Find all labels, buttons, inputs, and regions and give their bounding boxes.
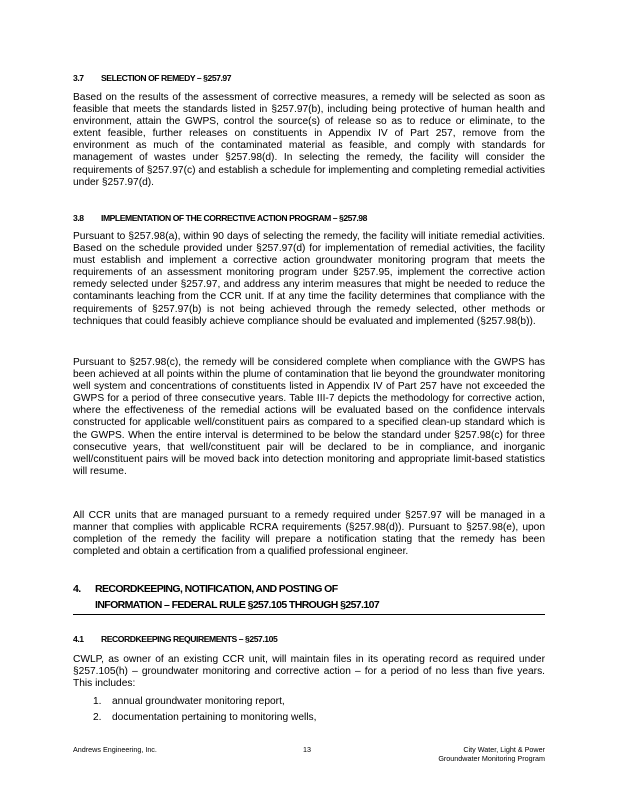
records-list — [93, 694, 533, 726]
section-number: 4. — [73, 583, 81, 595]
footer-page-number: 13 — [303, 745, 311, 754]
section-title-line-2: INFORMATION – FEDERAL RULE §257.105 THROUGH §257.107 — [95, 599, 380, 611]
footer-company: Andrews Engineering, Inc. — [73, 745, 157, 754]
footer-program: Groundwater Monitoring Program — [438, 754, 545, 763]
section-3-8-paragraph-2: Pursuant to §257.98(c), the remedy will be considered complete when compliance with the GWPS has been achieved at all points within the plume of contamination that lie beyond the groundwater monitoring well system and concentrations of constituents listed in Appendix IV of Part 257 have not exceeded the GWPS for a period of three consecutive years. Table III-7 depicts the methodology for corrective action, where the effectiveness of the remedial actions will be evaluated based on the confidence intervals constructed for applicable well/constituent pairs as compared to a specified clean-up standard which is the GWPS. When the entire interval is determined to be below the standard under §257.98(c) for three consecutive years, that well/constituent pair will be declared to be in compliance, and inorganic well/constituent pairs will be moved back into detection monitoring and appropriate limit-based statistics will resume. — [73, 357, 545, 477]
section-number: 3.7 — [73, 73, 84, 83]
section-4-heading — [73, 581, 545, 613]
list-item: 2. documentation pertaining to monitoring wells, — [93, 712, 317, 723]
section-4-1-body: CWLP, as owner of an existing CCR unit, will maintain files in its operating record as required under §257.105(h) – groundwater monitoring and corrective action – for a period of no less than five years. This includes: — [73, 654, 545, 690]
section-title: RECORDKEEPING REQUIREMENTS – §257.105 — [101, 634, 278, 644]
section-4-1-heading — [73, 634, 545, 644]
section-number: 4.1 — [73, 634, 84, 644]
section-3-7-heading — [73, 73, 545, 83]
section-title: IMPLEMENTATION OF THE CORRECTIVE ACTION PROGRAM – §257.98 — [101, 213, 367, 223]
section-title — [95, 581, 535, 613]
section-title-line-1: RECORDKEEPING, NOTIFICATION, AND POSTING OF — [95, 583, 338, 595]
section-3-7-body: Based on the results of the assessment of corrective measures, a remedy will be selected as soon as feasible that meets the standards listed in §257.97(b), including being protective of human health and environment, attain the GWPS, control the source(s) of release so as to reduce or eliminate, to the extent feasible, further releases on constituents in Appendix IV of Part 257, remove from the environment as much of the contaminated material as feasible, and comply with standards for management of wastes under §257.98(d). In selecting the remedy, the facility will consider the requirements of §257.97(c) and establish a schedule for implementing and completing remedial activities under §257.97(d). — [73, 92, 545, 188]
section-3-8-paragraph-3: All CCR units that are managed pursuant to a remedy required under §257.97 will be managed in a manner that complies with applicable RCRA requirements (§257.98(d)). Pursuant to §257.98(e), upon completion of the remedy the facility will prepare a notification stating that the remedy has been completed and obtain a certification from a qualified professional engineer. — [73, 510, 545, 558]
section-3-8-paragraph-1: Pursuant to §257.98(a), within 90 days of selecting the remedy, the facility will initiate remedial activities. Based on the schedule provided under §257.97(d) for implementation of remedial activities, the facility must establish and implement a corrective action groundwater monitoring program that meets the requirements of an assessment monitoring program under §257.95, implement the corrective action remedy selected under §257.97, and address any interim measures that might be needed to reduce the contaminants leaching from the CCR unit. If at any time the facility determines that compliance with the requirements of §257.97(b) is not being achieved through the remedy selected, other methods or techniques that could feasibly achieve compliance should be evaluated and implemented (§257.98(b)). — [73, 231, 545, 327]
heading-rule — [73, 614, 545, 615]
footer-client: City Water, Light & Power — [463, 745, 545, 754]
section-title: SELECTION OF REMEDY – §257.97 — [101, 73, 232, 83]
list-item: 1. annual groundwater monitoring report, — [93, 696, 285, 707]
section-number: 3.8 — [73, 213, 84, 223]
section-3-8-heading — [73, 213, 545, 223]
